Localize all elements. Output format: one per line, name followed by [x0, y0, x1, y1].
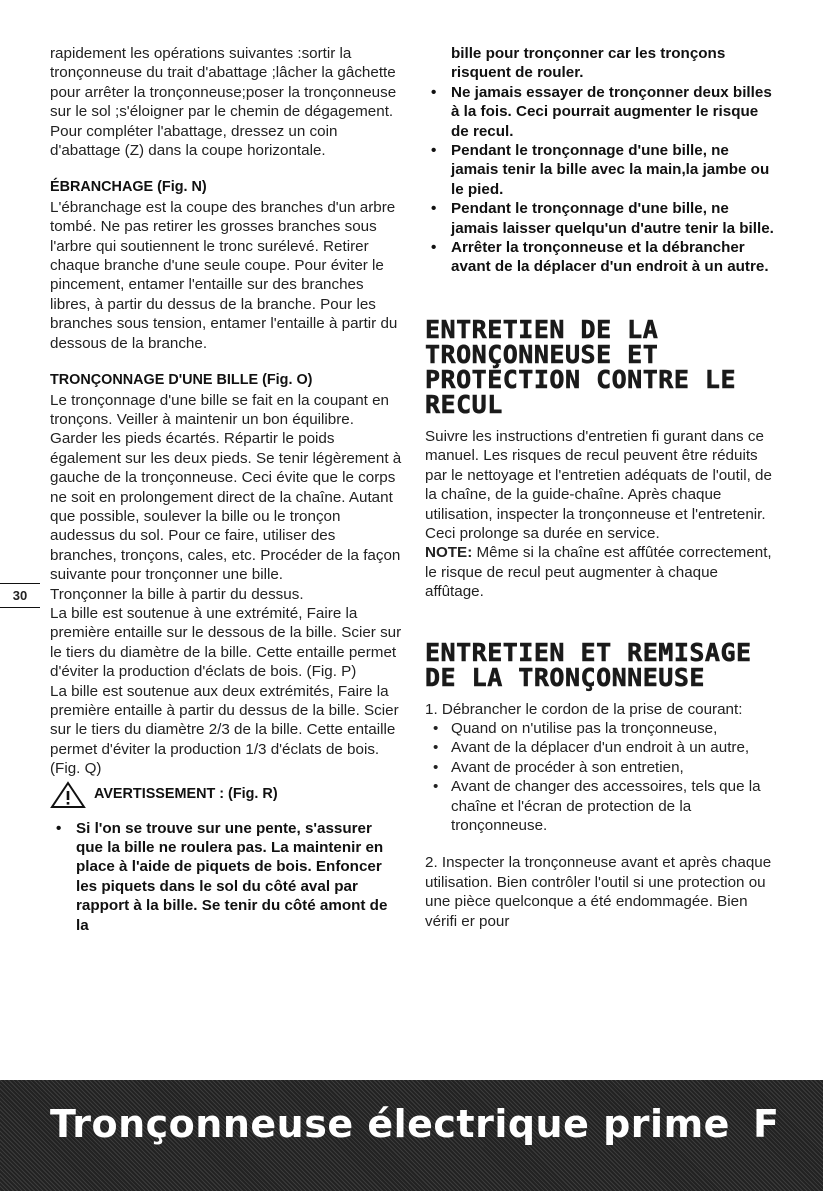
ebranchage-paragraph: L'ébranchage est la coupe des branches d'un arbre tombé. Ne pas retirer les grosses branches sous l'arbre qui soutiennent le tronc surélevé. Retirer chaque branche d'une seule coupe. Pour éviter le pincement, entamer l'entaille sur des branches libres, à partir du dessus de la branche. Pour les branches sous tension, entamer l'entaille à partir du dessous de la branche. [50, 198, 398, 352]
intro-paragraph: rapidement les opérations suivantes :sortir la tronçonneuse du trait d'abattage ;lâcher la gâchette pour arrêter la tronçonneuse;poser la tronçonneuse sur le sol ;s'éloigner par le chemin de dégagement. [50, 45, 397, 121]
bille-paragraph-3: La bille est soutenue à une extrémité, Faire la première entaille sur le dessous de la bille. Scier sur le tiers du diamètre de la bille. Cette entaille permet d'éviter la production d'éclats de bois. (Fig. P) [50, 604, 402, 681]
page-number: 30 [0, 583, 40, 608]
step-1-bullet: • Quand on n'utilise pas la tronçonneuse, [433, 719, 718, 737]
bille-paragraph: Le tronçonnage d'une bille se fait en la coupant en tronçons. Veiller à maintenir un bon équilibre. Garder les pieds écartés. Répartir le poids également sur les deux pieds. Se tenir légèrement à gauche de la tronçonneuse. Ceci évite que le corps ne soit en prolongement direct de la chaîne. Autant que possible, soulever la bille ou le tronçon audessus du sol. Pour ce faire, utiliser des branches, tronçons, cales, etc. Procéder de la façon suivante pour tronçonner une bille. [50, 391, 402, 584]
ebranchage-heading: ÉBRANCHAGE (Fig. N) [50, 179, 207, 196]
bille-paragraph-4: La bille est soutenue aux deux extrémités, Faire la première entaille à partir du dessus de la bille. Scier sur le tiers du diamètre 2/3 de la bille. Cette entaille permet d'éviter la production 1/3 d'éclats de bois. (Fig. Q) [50, 682, 399, 778]
safety-bullet: • Ne jamais essayer de tronçonner deux billes à la fois. Ceci pourrait augmenter le risque de recul. [431, 83, 772, 140]
step-1-bullet: • Avant de changer des accessoires, tels que la chaîne et l'écran de protection de la tronçonneuse. [433, 778, 761, 834]
bille-paragraph-2: Tronçonner la bille à partir du dessus. [50, 585, 304, 603]
section-heading-remisage: ENTRETIEN ET REMISAGE DE LA TRONÇONNEUSE [425, 637, 752, 692]
step-1-bullet: • Avant de la déplacer d'un endroit à un autre, [433, 739, 750, 757]
step-1: 1. Débrancher le cordon de la prise de courant: [425, 700, 743, 718]
warning-label: AVERTISSEMENT : (Fig. R) [94, 785, 278, 802]
warning-list [50, 819, 402, 935]
safety-bullet: • Pendant le tronçonnage d'une bille, ne jamais tenir la bille avec la main,la jambe ou le pied. [431, 142, 770, 198]
intro-paragraph-2: Pour compléter l'abattage, dressez un coin d'abattage (Z) dans la coupe horizontale. [50, 122, 338, 160]
continued-text: bille pour tronçonner car les tronçons risquent de rouler. [451, 45, 726, 82]
safety-bullet: • Arrêter la tronçonneuse et la débrancher avant de la déplacer d'un endroit à un autre. [431, 239, 769, 276]
left-column [50, 44, 402, 935]
warning-row [50, 781, 402, 809]
warning-triangle-icon [50, 781, 86, 809]
safety-bullet: • Pendant le tronçonnage d'une bille, ne jamais laisser quelqu'un d'autre tenir la bille. [431, 200, 774, 237]
step-1-list [425, 719, 777, 835]
right-column [425, 44, 777, 931]
footer-band [0, 1080, 823, 1191]
footer-title: Tronçonneuse électrique prime [50, 1102, 730, 1146]
safety-list [425, 83, 777, 277]
bille-heading: TRONÇONNAGE D'UNE BILLE (Fig. O) [50, 372, 313, 389]
language-letter: F [753, 1102, 779, 1146]
note-paragraph: NOTE: Même si la chaîne est affûtée correctement, le risque de recul peut augmenter à chaque affûtage. [425, 544, 772, 601]
warning-bullet: • Si l'on se trouve sur une pente, s'assurer que la bille ne roulera pas. La maintenir en place à l'aide de piquets de bois. Enfoncer les piquets dans le sol du côté aval par rapport à la bille. Se tenir du côté amont de la [56, 819, 388, 934]
step-1-bullet: • Avant de procéder à son entretien, [433, 758, 684, 776]
step-2: 2. Inspecter la tronçonneuse avant et après chaque utilisation. Bien contrôler l'outil si une protection ou une pièce quelconque a été endommagée. Bien vérifi er pour [425, 854, 772, 930]
note-label: NOTE: [425, 544, 473, 562]
section-heading-entretien: ENTRETIEN DE LA TRONÇONNEUSE ET PROTÉCTION CONTRE LE RECUL [425, 314, 737, 419]
entretien-paragraph: Suivre les instructions d'entretien fi gurant dans ce manuel. Les risques de recul peuvent être réduits par le nettoyage et l'entretien adéquats de l'outil, de la chaîne, de la guide-chaîne. Après chaque utilisation, inspecter la tronçonneuse et l'entretenir. Ceci prolonge sa durée en service. [425, 427, 772, 542]
